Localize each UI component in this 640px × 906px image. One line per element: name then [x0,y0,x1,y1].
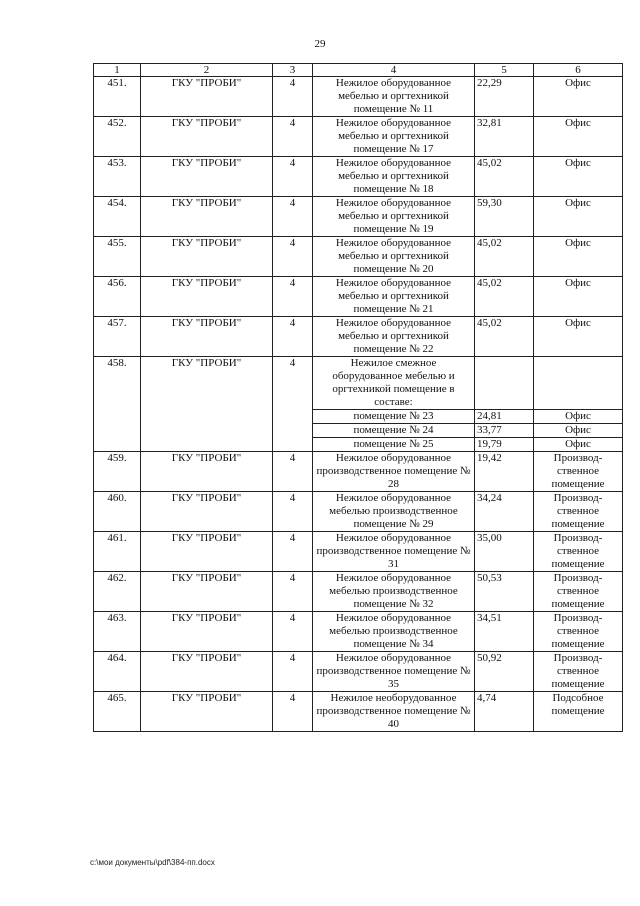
premises-description-cell: Нежилое оборудованное мебелью и оргтехникой помещение № 11 [313,77,475,117]
table-row [94,492,623,532]
table-row [94,692,623,732]
organization-cell: ГКУ "ПРОБИ" [141,572,273,612]
organization-cell: ГКУ "ПРОБИ" [141,692,273,732]
row-number-cell: 454. [94,197,141,237]
premises-description-cell: помещение № 25 [313,438,475,452]
usage-cell: Офис [534,438,623,452]
premises-description-cell: Нежилое оборудованное мебелью и оргтехникой помещение № 17 [313,117,475,157]
usage-cell: Производ-ственное помещение [534,572,623,612]
area-cell: 34,24 [475,492,534,532]
header-cell: 1 [94,64,141,77]
usage-cell: Производ-ственное помещение [534,452,623,492]
area-cell: 34,51 [475,612,534,652]
floor-cell: 4 [273,277,313,317]
floor-cell: 4 [273,77,313,117]
table-row [94,572,623,612]
floor-cell: 4 [273,692,313,732]
usage-cell: Офис [534,237,623,277]
header-cell: 6 [534,64,623,77]
area-cell: 35,00 [475,532,534,572]
area-cell: 45,02 [475,237,534,277]
table-row [94,357,623,410]
floor-cell: 4 [273,612,313,652]
file-path-footer: c:\мои документы\pdf\384-пп.docx [90,858,215,867]
table-row [94,237,623,277]
row-number-cell: 455. [94,237,141,277]
premises-description-cell: Нежилое оборудованное мебелью и оргтехникой помещение № 18 [313,157,475,197]
area-cell: 22,29 [475,77,534,117]
organization-cell: ГКУ "ПРОБИ" [141,197,273,237]
area-cell: 59,30 [475,197,534,237]
usage-cell: Производ-ственное помещение [534,652,623,692]
floor-cell: 4 [273,572,313,612]
premises-description-cell: Нежилое оборудованное мебелью производственное помещение № 34 [313,612,475,652]
organization-cell: ГКУ "ПРОБИ" [141,157,273,197]
organization-cell: ГКУ "ПРОБИ" [141,612,273,652]
header-cell: 2 [141,64,273,77]
usage-cell: Офис [534,277,623,317]
area-cell: 19,79 [475,438,534,452]
floor-cell: 4 [273,532,313,572]
row-number-cell: 459. [94,452,141,492]
area-cell: 24,81 [475,410,534,424]
organization-cell: ГКУ "ПРОБИ" [141,652,273,692]
table-row [94,612,623,652]
premises-description-cell: Нежилое оборудованное производственное помещение № 31 [313,532,475,572]
table-header-row [94,64,623,77]
area-cell: 45,02 [475,157,534,197]
usage-cell: Производ-ственное помещение [534,492,623,532]
premises-table [93,63,623,732]
row-number-cell: 456. [94,277,141,317]
premises-description-cell: Нежилое оборудованное мебелью и оргтехникой помещение № 22 [313,317,475,357]
premises-description-cell: Нежилое оборудованное мебелью и оргтехникой помещение № 20 [313,237,475,277]
usage-cell: Офис [534,197,623,237]
area-cell: 50,53 [475,572,534,612]
premises-description-cell: Нежилое оборудованное мебелью производственное помещение № 29 [313,492,475,532]
table-row [94,77,623,117]
table-row [94,157,623,197]
row-number-cell: 453. [94,157,141,197]
header-cell: 3 [273,64,313,77]
table-row [94,532,623,572]
premises-description-cell: Нежилое оборудованное мебелью производственное помещение № 32 [313,572,475,612]
header-cell: 5 [475,64,534,77]
usage-cell: Производ-ственное помещение [534,532,623,572]
area-cell: 19,42 [475,452,534,492]
premises-description-cell: Нежилое оборудованное мебелью и оргтехникой помещение № 21 [313,277,475,317]
row-number-cell: 462. [94,572,141,612]
table-row [94,317,623,357]
organization-cell: ГКУ "ПРОБИ" [141,237,273,277]
usage-cell [534,357,623,410]
organization-cell: ГКУ "ПРОБИ" [141,357,273,452]
area-cell: 45,02 [475,277,534,317]
row-number-cell: 464. [94,652,141,692]
usage-cell: Офис [534,117,623,157]
usage-cell: Подсобное помещение [534,692,623,732]
row-number-cell: 458. [94,357,141,452]
premises-description-cell: помещение № 24 [313,424,475,438]
row-number-cell: 465. [94,692,141,732]
usage-cell: Офис [534,424,623,438]
table-row [94,197,623,237]
area-cell: 32,81 [475,117,534,157]
floor-cell: 4 [273,452,313,492]
organization-cell: ГКУ "ПРОБИ" [141,532,273,572]
premises-description-cell: Нежилое необорудованное производственное помещение № 40 [313,692,475,732]
organization-cell: ГКУ "ПРОБИ" [141,317,273,357]
row-number-cell: 451. [94,77,141,117]
floor-cell: 4 [273,237,313,277]
table-row [94,652,623,692]
usage-cell: Офис [534,157,623,197]
row-number-cell: 452. [94,117,141,157]
usage-cell: Офис [534,317,623,357]
floor-cell: 4 [273,197,313,237]
organization-cell: ГКУ "ПРОБИ" [141,117,273,157]
premises-description-cell: помещение № 23 [313,410,475,424]
organization-cell: ГКУ "ПРОБИ" [141,452,273,492]
table-row [94,277,623,317]
usage-cell: Офис [534,410,623,424]
area-cell: 45,02 [475,317,534,357]
row-number-cell: 457. [94,317,141,357]
premises-description-cell: Нежилое оборудованное мебелью и оргтехникой помещение № 19 [313,197,475,237]
organization-cell: ГКУ "ПРОБИ" [141,277,273,317]
floor-cell: 4 [273,652,313,692]
usage-cell: Офис [534,77,623,117]
organization-cell: ГКУ "ПРОБИ" [141,492,273,532]
area-cell [475,357,534,410]
floor-cell: 4 [273,357,313,452]
premises-description-cell: Нежилое смежное оборудованное мебелью и оргтехникой помещение в составе: [313,357,475,410]
organization-cell: ГКУ "ПРОБИ" [141,77,273,117]
row-number-cell: 460. [94,492,141,532]
table-row [94,452,623,492]
floor-cell: 4 [273,492,313,532]
header-cell: 4 [313,64,475,77]
floor-cell: 4 [273,117,313,157]
premises-description-cell: Нежилое оборудованное производственное помещение № 28 [313,452,475,492]
area-cell: 50,92 [475,652,534,692]
floor-cell: 4 [273,317,313,357]
row-number-cell: 463. [94,612,141,652]
premises-description-cell: Нежилое оборудованное производственное помещение № 35 [313,652,475,692]
row-number-cell: 461. [94,532,141,572]
page-number: 29 [314,38,326,50]
area-cell: 4,74 [475,692,534,732]
usage-cell: Производ-ственное помещение [534,612,623,652]
area-cell: 33,77 [475,424,534,438]
floor-cell: 4 [273,157,313,197]
table-row [94,117,623,157]
